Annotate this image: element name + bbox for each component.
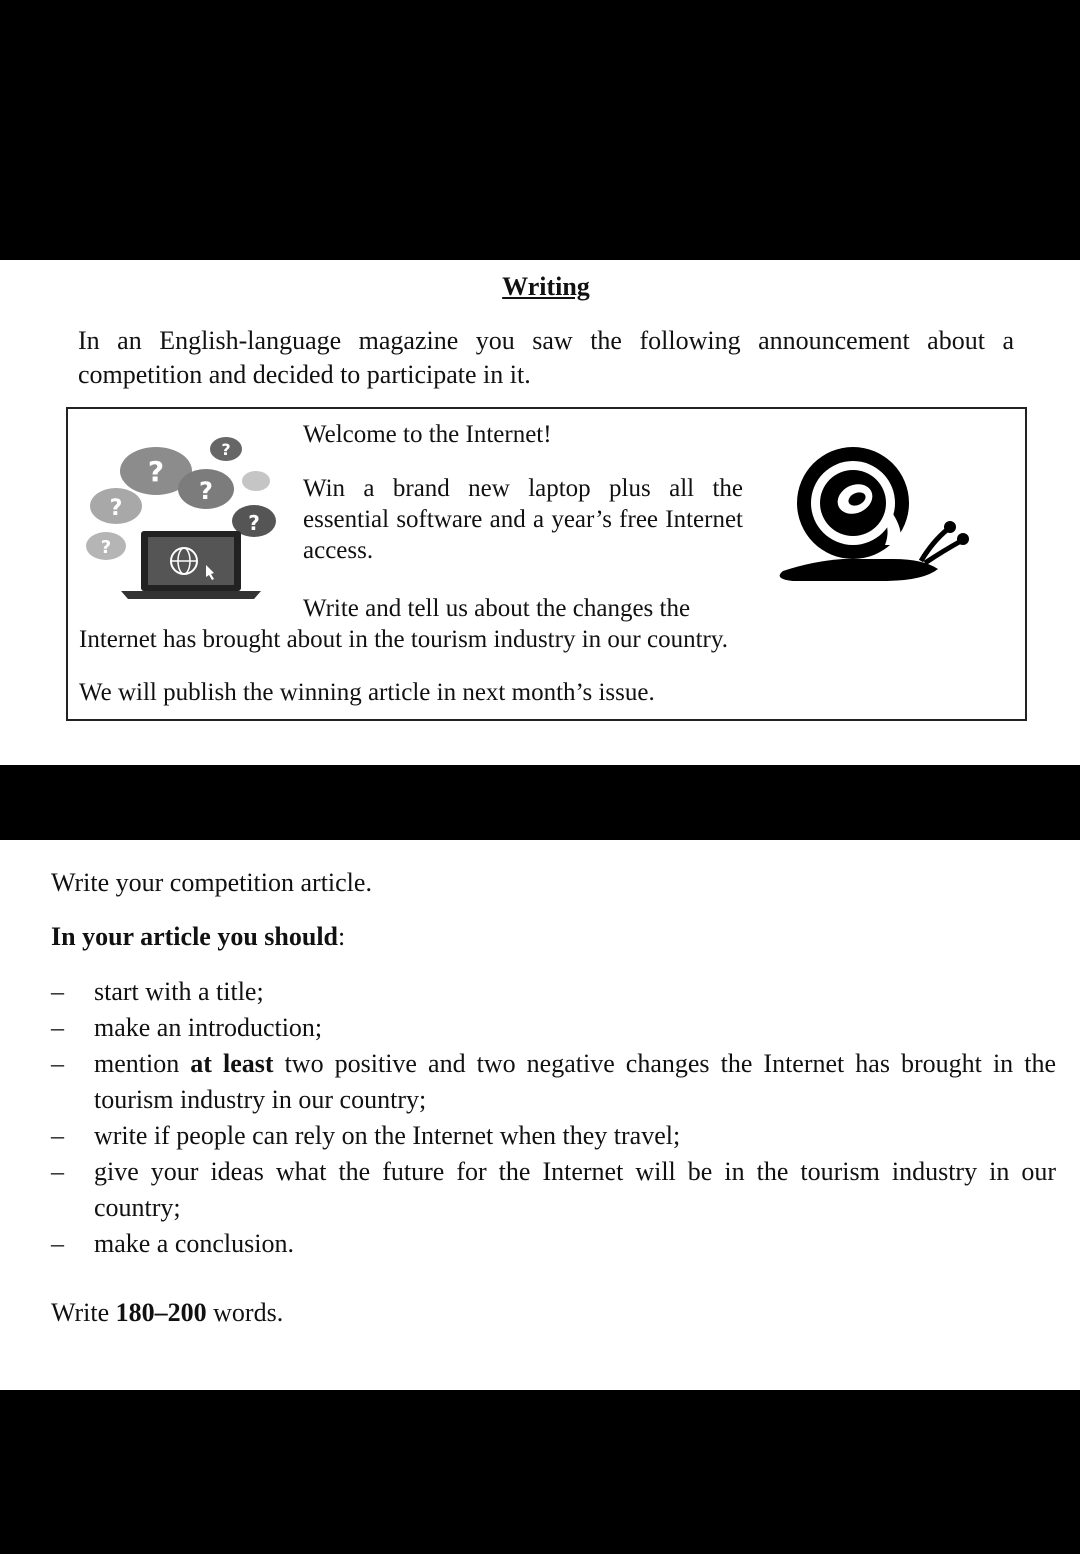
list-item: – mention at least two positive and two negative changes the Internet has brought in the tourism industry in our country; [51,1049,1056,1114]
svg-text:?: ? [147,455,165,488]
list-item: – make a conclusion. [51,1229,294,1258]
intro-paragraph: In an English-language magazine you saw the following announcement about a competition and decided to participate in it. [78,326,1014,389]
list-item: – give your ideas what the future for the Internet will be in the tourism industry in our country; [51,1157,1056,1222]
at-sign-snail-icon [773,441,978,581]
task-instruction: Write your competition article. [51,868,372,897]
laptop-with-speech-bubbles-icon [86,431,286,601]
middle-black-band [0,765,1080,840]
svg-text:?: ? [109,496,123,521]
announcement-prize: Win a brand new laptop plus all the essential software and a year’s free Internet access. [303,475,743,564]
svg-text:?: ? [199,477,213,505]
task-requirements-list [51,974,1056,1262]
word-count-instruction: Write 180–200 words. [51,1298,284,1327]
svg-text:?: ? [221,440,231,459]
announcement-task-line2: Internet has brought about in the tourism industry in our country. [79,626,728,653]
bottom-black-band [0,1390,1080,1554]
list-item: – write if people can rely on the Internet when they travel; [51,1121,681,1150]
writing-panel [0,260,1080,765]
announcement-welcome: Welcome to the Internet! [303,421,552,448]
task-panel [0,840,1080,1390]
list-item: – make an introduction; [51,1013,323,1042]
section-title: Writing [502,272,590,301]
list-item: – start with a title; [51,977,264,1006]
top-black-band [0,0,1080,260]
svg-text:?: ? [100,537,112,558]
announcement-task-line1: Write and tell us about the changes the [303,595,691,622]
announcement-publish: We will publish the winning article in next month’s issue. [79,679,655,706]
svg-text:?: ? [248,511,260,535]
task-requirements-heading: In your article you should: [51,922,346,951]
announcement-box [66,407,1027,721]
